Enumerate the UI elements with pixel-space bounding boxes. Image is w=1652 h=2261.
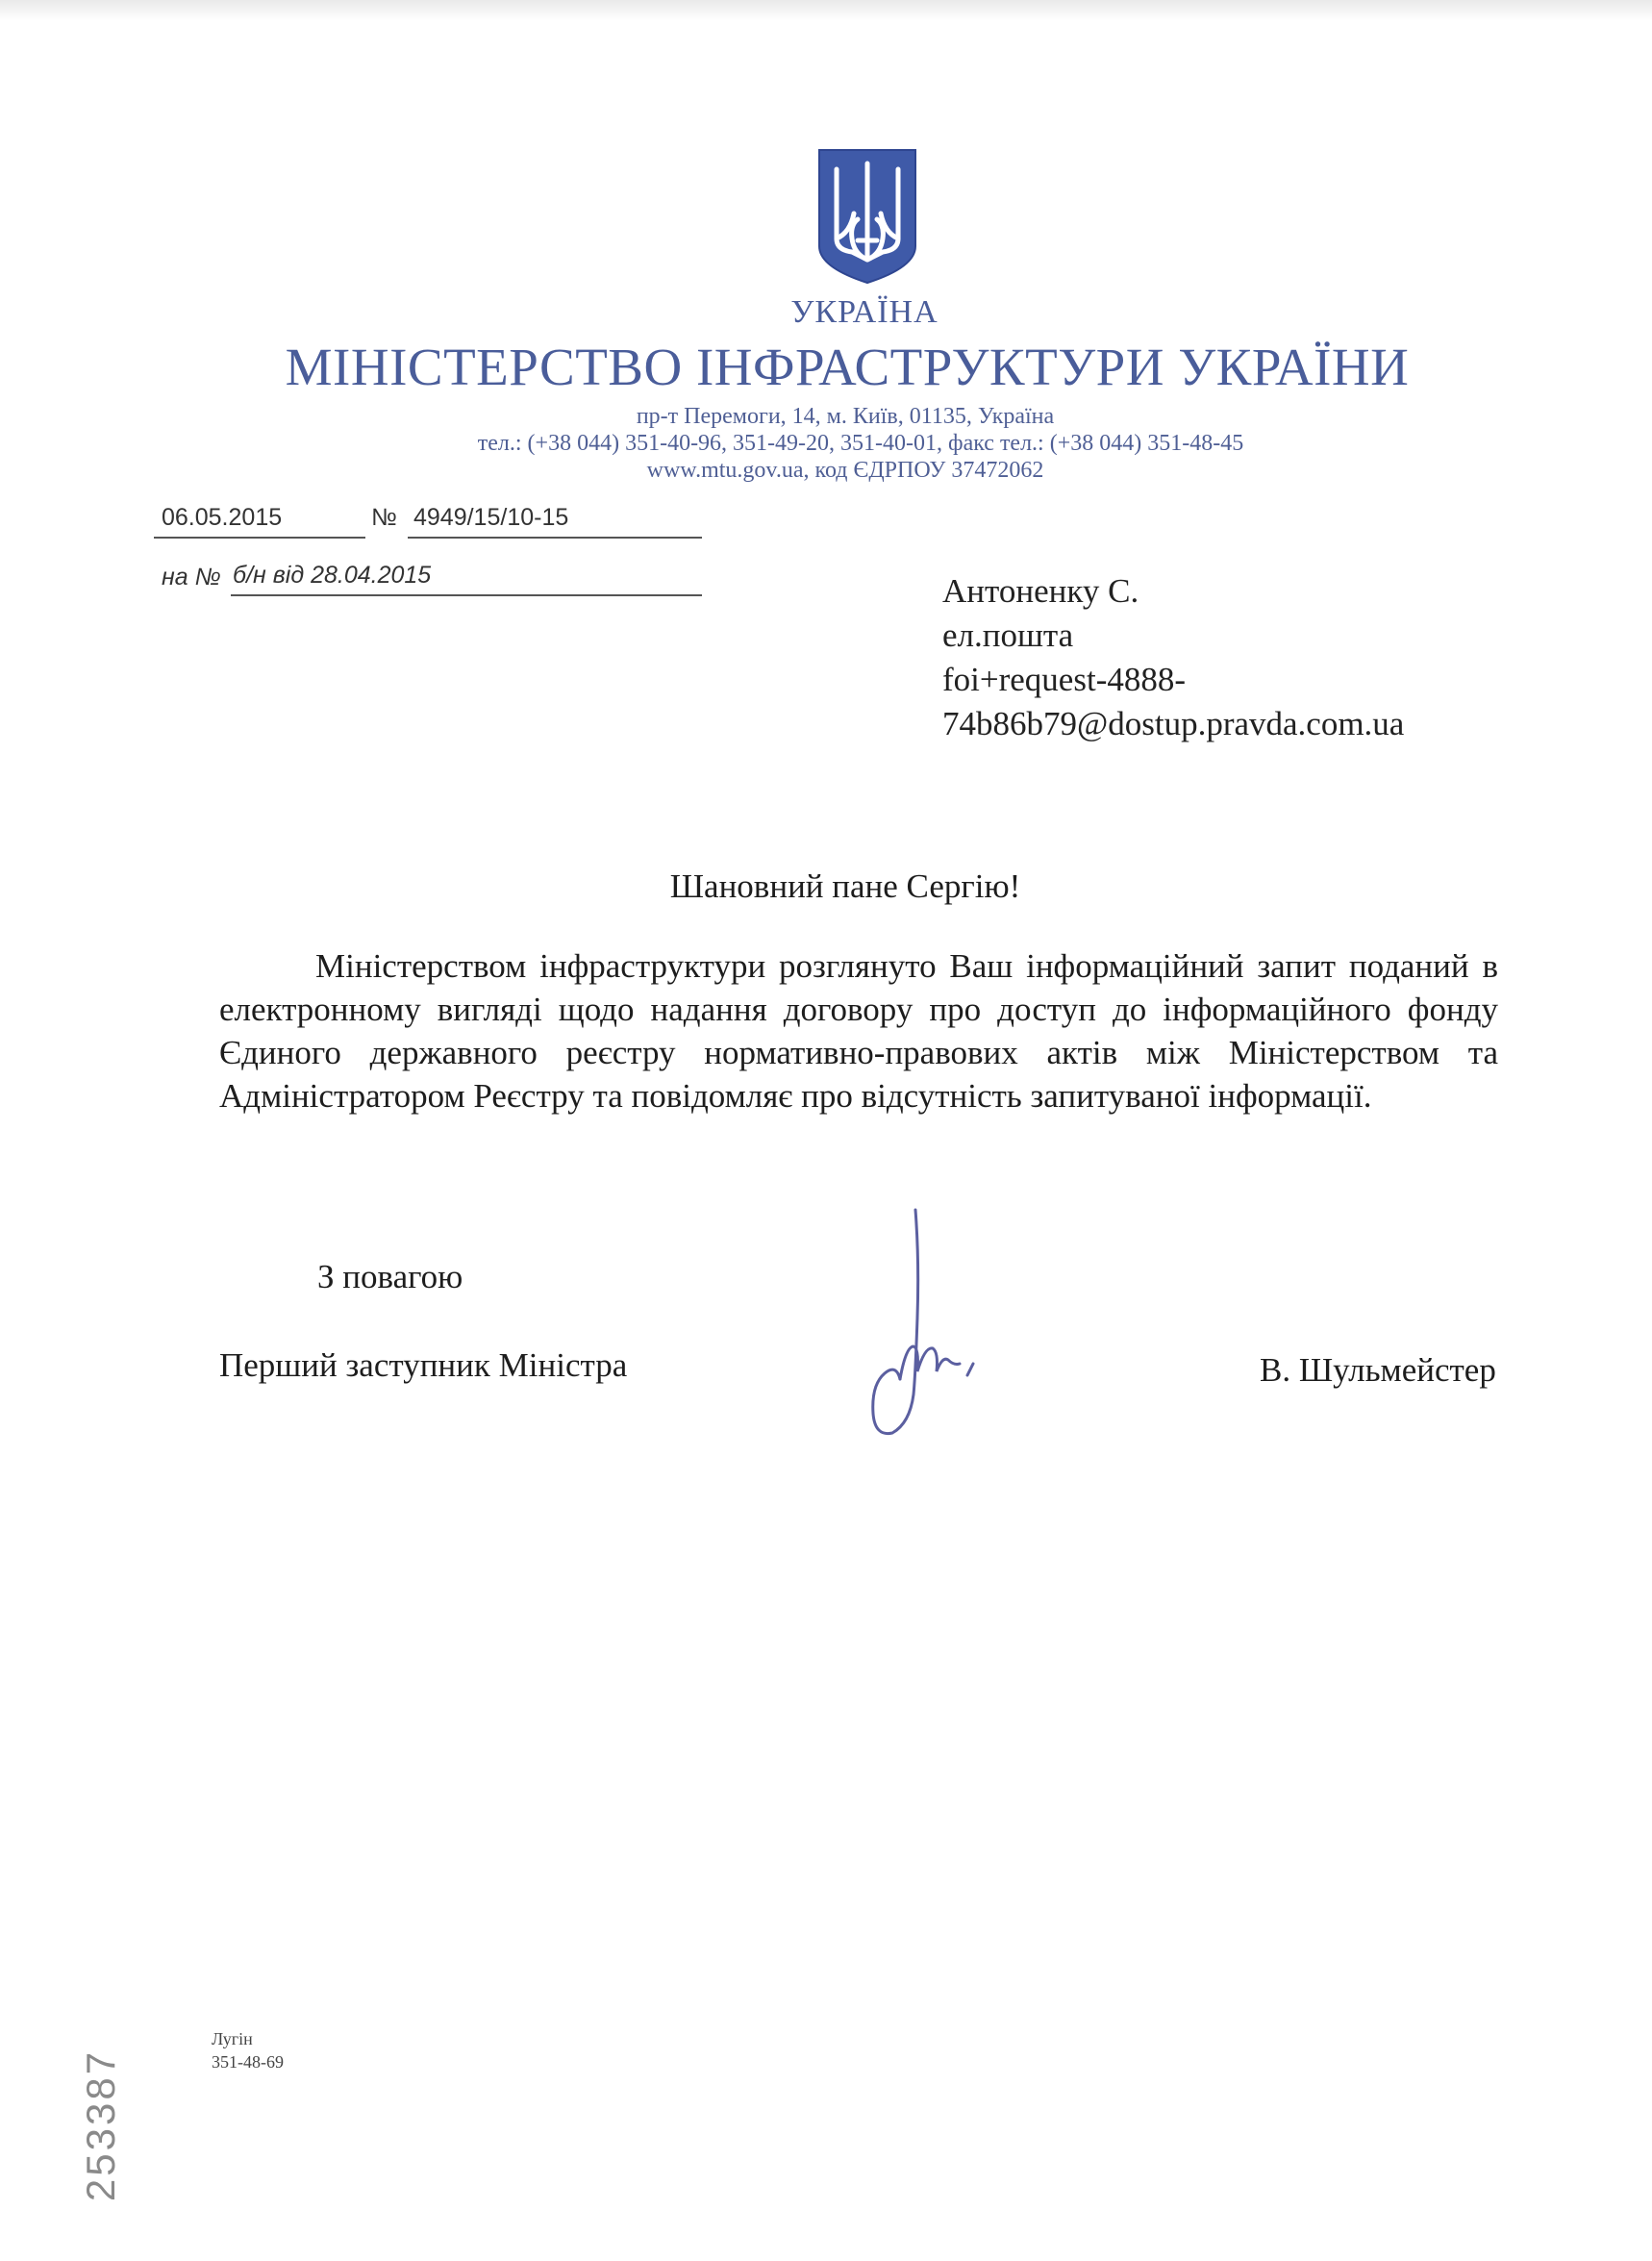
addressee-email-line1: foi+request-4888-: [942, 661, 1186, 698]
date-underline: [154, 537, 365, 539]
header-web: www.mtu.gov.ua, код ЄДРПОУ 37472062: [646, 458, 1044, 483]
addressee-email-label: ел.пошта: [942, 616, 1074, 654]
executor-name: Лугін: [212, 2029, 253, 2048]
reply-prefix: на №: [162, 564, 221, 590]
addressee-email-line2: 74b86b79@dostup.pravda.com.ua: [942, 705, 1405, 742]
header-phones: тел.: (+38 044) 351-40-96, 351-49-20, 351-40-01, факс тел.: (+38 044) 351-48-45: [477, 431, 1244, 456]
header-country: УКРАЇНА: [790, 294, 939, 330]
registration-number: 4949/15/10-15: [413, 504, 569, 531]
header-ministry-name: МІНІСТЕРСТВО ІНФРАСТРУКТУРИ УКРАЇНИ: [285, 338, 1410, 396]
executor-phone: 351-48-69: [212, 2052, 284, 2072]
signer-position: Перший заступник Міністра: [219, 1346, 628, 1384]
body-paragraph: Міністерством інфраструктури розглянуто Ваш інформаційний запит поданий в електронному вигляді щодо надання договору про доступ до інформаційного фонду Єдиного державного реєстру нормативно-правових актів між Міністерством та Адміністратором Реєстру та повідомляє про відсутність запитуваної інформації.: [219, 947, 1498, 1115]
header-address: пр-т Перемоги, 14, м. Київ, 01135, Україна: [636, 404, 1055, 429]
reply-reference: б/н від 28.04.2015: [233, 562, 432, 589]
letter-body: [219, 944, 1498, 1118]
executor-block: [212, 2027, 284, 2073]
tryzub-emblem-icon: [815, 146, 919, 287]
scan-edge: [0, 0, 1652, 21]
reply-underline: [231, 594, 702, 596]
addressee-name: Антоненку С.: [942, 572, 1139, 610]
registration-number-label: №: [371, 504, 397, 531]
registration-date: 06.05.2015: [162, 504, 283, 531]
stamp-number-text: 253387: [78, 2048, 123, 2202]
salutation: Шановний пане Сергію!: [669, 867, 1021, 905]
handwritten-signature-icon: [846, 1202, 1000, 1462]
number-underline: [408, 537, 702, 539]
addressee-block: [942, 569, 1404, 746]
closing-regards: З повагою: [317, 1258, 463, 1295]
incoming-stamp-number: [67, 2029, 135, 2222]
signer-name: В. Шульмейстер: [1260, 1351, 1496, 1389]
